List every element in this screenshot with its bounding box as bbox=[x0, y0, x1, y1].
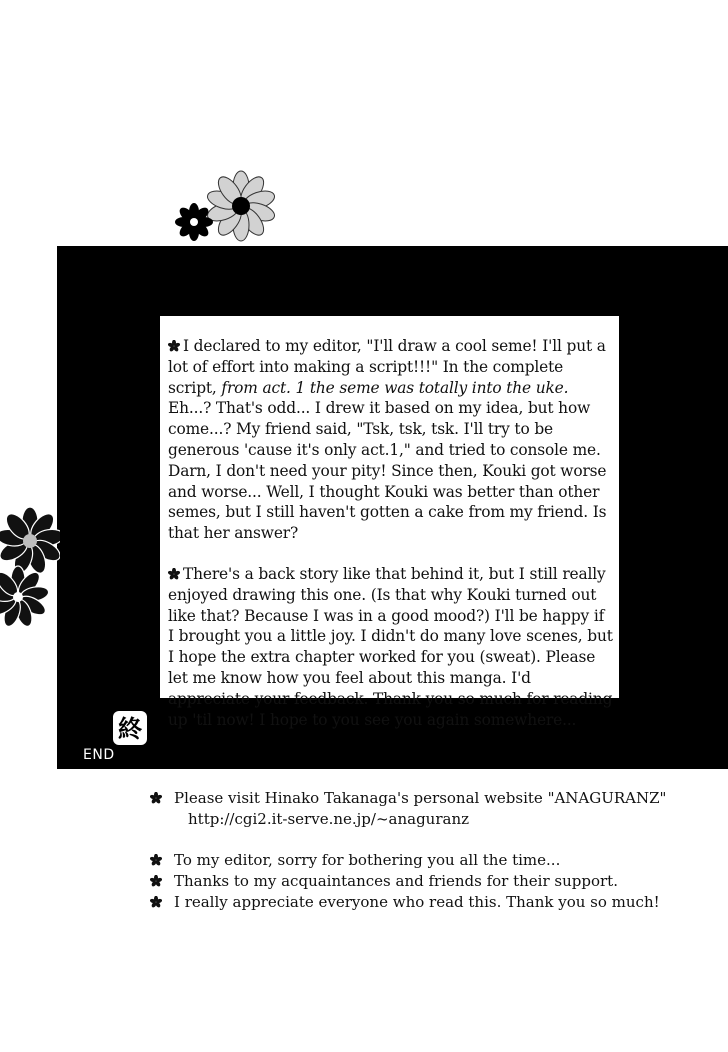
thanks-line-2-text: Thanks to my acquaintances and friends for their support. bbox=[174, 872, 618, 890]
flower-bullet-icon bbox=[168, 340, 180, 352]
left-flower-cluster bbox=[0, 505, 60, 630]
thanks-line-1 bbox=[150, 850, 720, 871]
flower-bullet-icon bbox=[150, 896, 162, 908]
note-paragraph-1-text-end: Eh...? That's odd... I drew it based on my idea, but how come...? My friend said, "Tsk, tsk, tsk. I'll try to be generous 'cause it's only act.1," and tried to console me. Darn, I don't need your pity! Since then, Kouki got worse and worse... Well, I thought Kouki was better than other semes, but I still haven't gotten a cake from my friend. Is that her answer? bbox=[168, 399, 607, 543]
footer-gap bbox=[150, 830, 720, 850]
note-paragraph-1-text: I declared to my editor, "I'll draw a cool seme! I'll put a lot of effort into making a script!!!" In the complete script, bbox=[168, 337, 606, 397]
flower-icon bbox=[0, 505, 60, 630]
top-flower-cluster bbox=[170, 160, 285, 250]
footer-notes bbox=[150, 788, 720, 913]
flower-bullet-icon bbox=[168, 568, 180, 580]
thanks-line-1-text: To my editor, sorry for bothering you all the time... bbox=[174, 851, 561, 869]
flower-bullet-icon bbox=[150, 875, 162, 887]
end-stamp-kanji: 終 bbox=[118, 715, 142, 743]
note-paragraph-1-italic: from act. 1 the seme was totally into the uke. bbox=[221, 378, 569, 397]
end-stamp-icon bbox=[113, 711, 147, 745]
author-note-box bbox=[160, 316, 619, 729]
thanks-line-3 bbox=[150, 892, 720, 913]
note-paragraph-1 bbox=[168, 336, 613, 544]
flower-icon bbox=[170, 160, 285, 250]
website-line bbox=[150, 788, 720, 809]
note-paragraph-2 bbox=[168, 564, 613, 730]
website-url: http://cgi2.it-serve.ne.jp/~anaguranz bbox=[188, 810, 470, 828]
note-paragraph-2-text: There's a back story like that behind it, but I still really enjoyed drawing this one. (Is that why Kouki turned out like that? Because I was in a good mood?) I'll be happy if I brought you a little joy. I didn't do many love scenes, but I hope the extra chapter worked for you (sweat). Please let me know how you feel about this manga. I'd appreciate your feedback. Thank you so much for reading up 'til now! I hope to you see you again somewhere... bbox=[168, 564, 613, 729]
end-label: END bbox=[83, 747, 115, 763]
flower-bullet-icon bbox=[150, 854, 162, 866]
website-line-text: Please visit Hinako Takanaga's personal website "ANAGURANZ" bbox=[174, 789, 667, 807]
thanks-line-3-text: I really appreciate everyone who read this. Thank you so much! bbox=[174, 893, 660, 911]
thanks-line-2 bbox=[150, 871, 720, 892]
flower-bullet-icon bbox=[150, 792, 162, 804]
